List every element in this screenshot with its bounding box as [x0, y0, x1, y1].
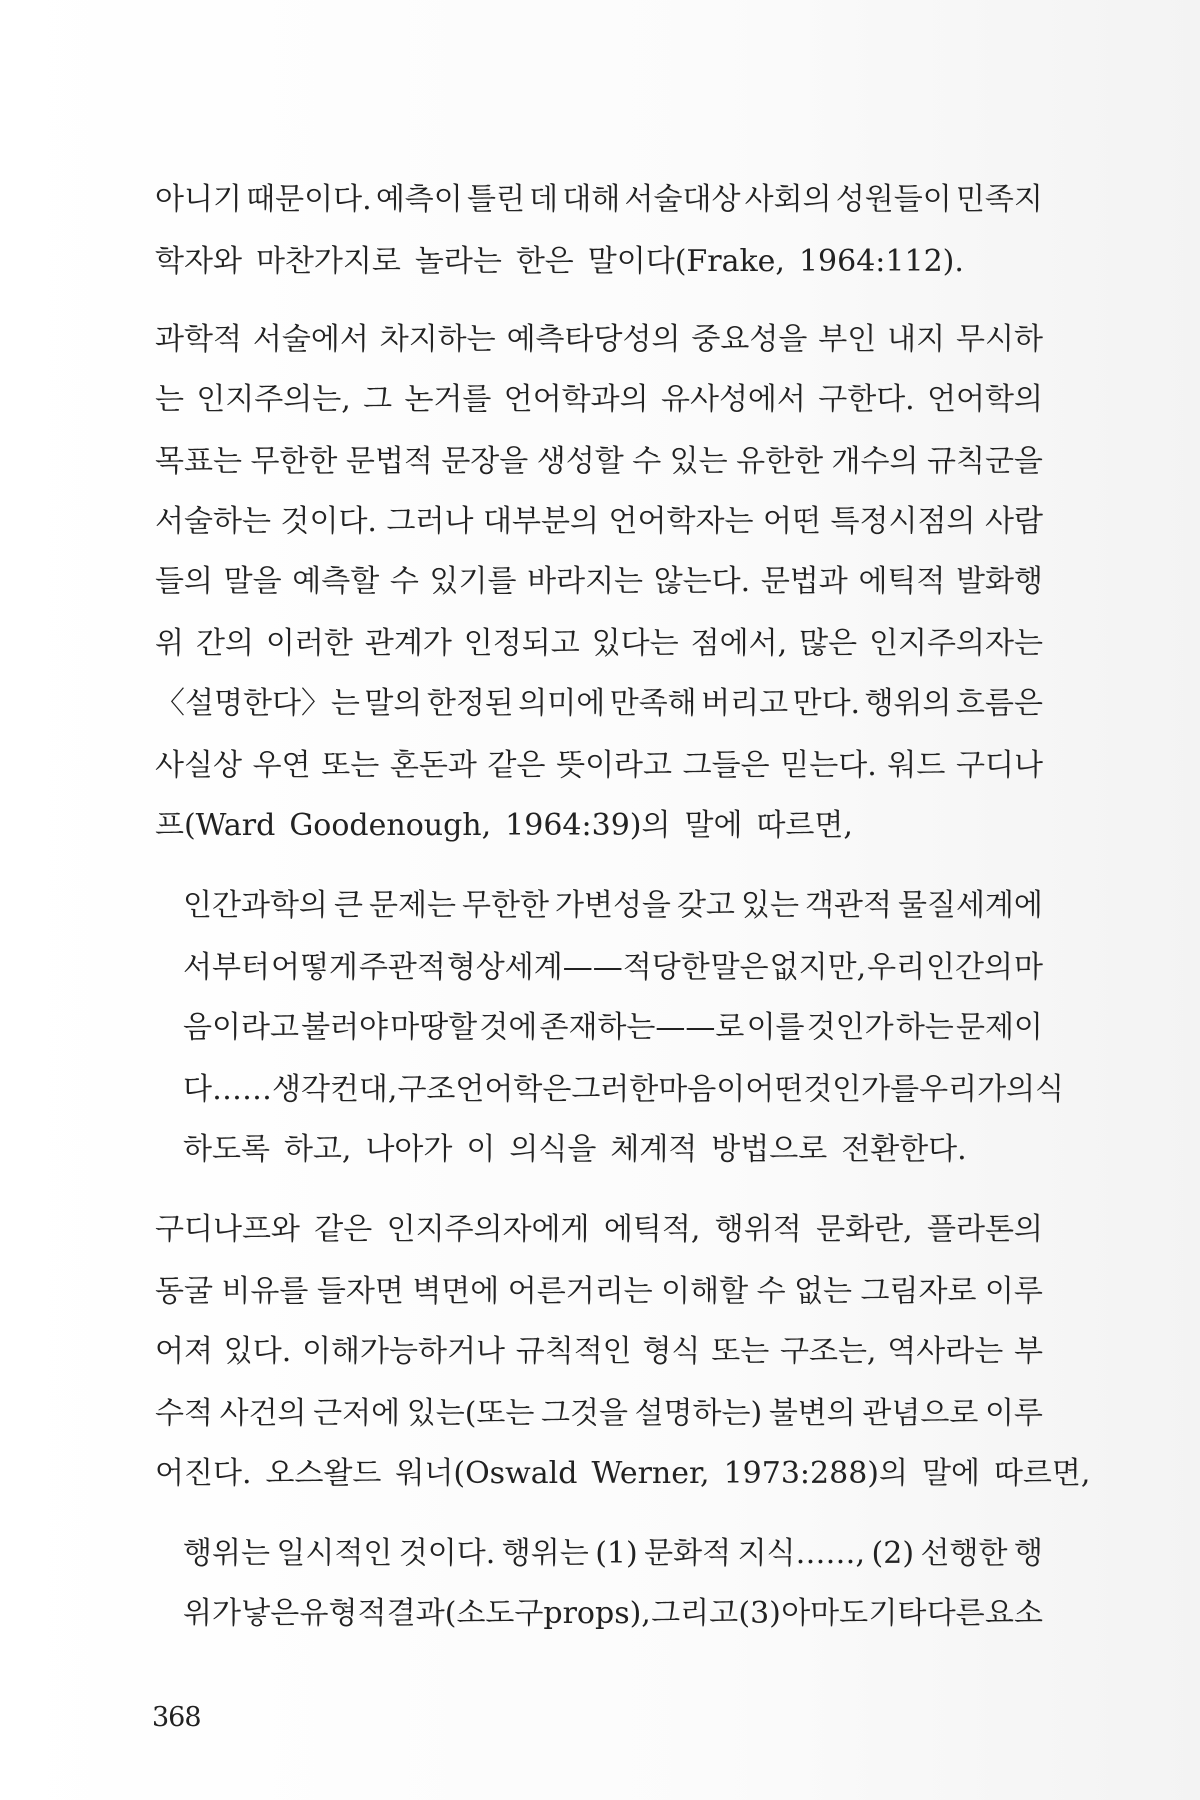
text-word: 문장을 [441, 444, 529, 479]
text-word: 같은 [487, 748, 546, 783]
text-line [155, 558, 1043, 606]
text-word: 관계가 [364, 626, 452, 661]
text-word: 규칙군을 [926, 444, 1043, 479]
text-word: 무시하 [956, 322, 1043, 357]
text-word: 수적 [155, 1396, 213, 1431]
text-word: 는 [155, 382, 184, 417]
text-word: 사람 [985, 504, 1043, 539]
text-word: 흐름은 [956, 686, 1043, 721]
text-word: 결과(소도구props), [386, 1596, 651, 1631]
text-line [155, 802, 853, 850]
text-word: 이 [466, 1132, 496, 1167]
text-word: 인지주의자는 [869, 626, 1043, 661]
text-word: 그것을 [541, 1396, 628, 1431]
text-word: 목표는 [155, 444, 242, 479]
text-word: 대부분의 [483, 504, 599, 539]
text-word: 유형적 [299, 1596, 387, 1631]
text-word: 예측할 [292, 564, 380, 599]
text-word: 논거를 [404, 382, 492, 417]
text-line [155, 376, 1043, 424]
text-word: 있는 [669, 444, 728, 479]
text-line [155, 1268, 1043, 1316]
text-word: 차지하는 [379, 322, 496, 357]
text-word: 않는다. [653, 564, 751, 599]
text-word: 형식 [642, 1334, 701, 1369]
text-word: 인지주의는, [196, 382, 351, 417]
text-word: 벽면에 [412, 1274, 500, 1309]
text-word: 주관적 [358, 950, 446, 985]
text-word: 규칙적인 [515, 1334, 632, 1369]
text-word: 만족해 [609, 686, 697, 721]
text-word: 다……생각컨대, [183, 1072, 398, 1107]
text-line [155, 1450, 1090, 1498]
text-word: 문법과 [760, 564, 848, 599]
text-line [183, 1590, 1043, 1638]
text-word: 인정되고 [463, 626, 580, 661]
text-word: 역사라는 [887, 1334, 1004, 1369]
text-word: 언어학자는 [608, 504, 754, 539]
text-word: 어떤 [745, 1072, 804, 1107]
text-word: 음이라고 [183, 1010, 299, 1045]
text-word: 언어학과의 [503, 382, 649, 417]
text-word: 것이다. [398, 1536, 496, 1571]
text-word: 비유를 [221, 1274, 309, 1309]
text-word: 믿는다. [780, 748, 877, 783]
text-word: 사회의 [744, 182, 832, 217]
text-word: 놀라는 [414, 244, 502, 279]
text-line [155, 1328, 1043, 1376]
text-word: 한정된 [426, 686, 514, 721]
text-word: 물질세계에 [897, 888, 1043, 923]
text-word: 있다. [223, 1334, 292, 1369]
text-word: 의식을 [509, 1132, 597, 1167]
text-word: (1) [595, 1536, 638, 1571]
text-word: 우리가 [919, 1072, 1007, 1107]
text-word: 객관적 [804, 888, 892, 923]
text-word: 또는 [321, 748, 380, 783]
text-word: 의미에 [518, 686, 606, 721]
text-line [183, 1066, 1065, 1114]
text-word: 그들은 [682, 748, 770, 783]
text-word: 또는 [711, 1334, 770, 1369]
text-word: 혼돈과 [389, 748, 477, 783]
text-word: 불러야 [301, 1010, 389, 1045]
text-word: 예측이 [375, 182, 463, 217]
text-word: 그림자로 [860, 1274, 977, 1309]
text-word: 어떤 [763, 504, 821, 539]
text-word: 말에 [921, 1456, 980, 1491]
text-word: 수 [632, 444, 662, 479]
text-word: 오스왈드 [265, 1456, 382, 1491]
text-line [155, 620, 1043, 668]
text-word: 수 [389, 564, 419, 599]
text-word: 중요성을 [691, 322, 808, 357]
text-word: Werner, [591, 1456, 710, 1491]
text-word: 것인가 [806, 1010, 894, 1045]
text-word: 들자면 [316, 1274, 404, 1309]
text-word: 사건의 [219, 1396, 307, 1431]
text-word: 많은 [799, 626, 858, 661]
text-word: 들의 [155, 564, 213, 599]
text-word: 내지 [887, 322, 946, 357]
text-word: 이를 [746, 1010, 805, 1045]
text-word: 대해 [562, 182, 621, 217]
text-word: 문화적 [644, 1536, 732, 1571]
text-word: 서부터 [183, 950, 270, 985]
text-word: 어른거리는 [507, 1274, 653, 1309]
text-line [155, 742, 1043, 790]
text-word: 근저에 [313, 1396, 401, 1431]
text-word: 무한한 [461, 888, 549, 923]
text-word: 때문이다. [246, 182, 372, 217]
text-word: 위 [155, 626, 184, 661]
text-word: 지식……, [737, 1536, 866, 1571]
text-word: 마땅할 [390, 1010, 478, 1045]
text-word: 어져 [155, 1334, 213, 1369]
text-word: 부인 [818, 322, 877, 357]
text-word: 워너(Oswald [395, 1456, 578, 1491]
text-word: 버리고 [701, 686, 789, 721]
text-word: 동굴 [155, 1274, 213, 1309]
text-word: 구디나 [956, 748, 1043, 783]
text-word: 인간의 [926, 950, 1013, 985]
text-word: 그러나 [386, 504, 474, 539]
text-word: 사실상 [155, 748, 242, 783]
text-word: 없는 [794, 1274, 853, 1309]
text-word: 〈설명한다〉는 [155, 686, 360, 721]
text-word: 예측타당성의 [506, 322, 681, 357]
text-word: 이해할 [661, 1274, 749, 1309]
text-word: 다른 [926, 1596, 985, 1631]
text-word: 바라지는 [527, 564, 644, 599]
text-word: 말이다(Frake, [587, 244, 785, 279]
text-line [155, 238, 964, 286]
text-word: 존재하는——로 [539, 1010, 745, 1045]
text-word: 낳은 [241, 1596, 300, 1631]
text-word: 따르면, [993, 1456, 1091, 1491]
text-line [155, 438, 1043, 486]
text-word: 구조는, [779, 1334, 877, 1369]
text-word: Goodenough, [289, 808, 492, 843]
text-word: 아마도 [781, 1596, 869, 1631]
text-word: 문법적 [345, 444, 433, 479]
text-word: 데 [529, 182, 559, 217]
text-word: 인간과학의 [183, 888, 328, 923]
text-word: 문화란, [816, 1212, 913, 1247]
text-word: 가변성을 [554, 888, 671, 923]
text-word: 그 [363, 382, 393, 417]
text-word: 마 [1013, 950, 1043, 985]
text-word: 만다. [792, 686, 861, 721]
text-word: (3) [738, 1596, 781, 1631]
text-word: 마찬가지로 [255, 244, 401, 279]
page-number: 368 [152, 1702, 201, 1733]
text-word: 일시적인 [276, 1536, 393, 1571]
text-word: 말을 [223, 564, 282, 599]
text-word: 것이다. [280, 504, 377, 539]
text-word: 문제이 [955, 1010, 1043, 1045]
text-word: 학자와 [155, 244, 242, 279]
text-word: 따르면, [756, 808, 853, 843]
text-word: 것에 [479, 1010, 538, 1045]
text-word: 큰 [333, 888, 363, 923]
text-word: 구디나프와 [155, 1212, 300, 1247]
text-word: 마음이 [658, 1072, 746, 1107]
text-word: 발화행 [956, 564, 1043, 599]
text-word: 성원들이 [835, 182, 952, 217]
text-word: 과학적 [155, 322, 242, 357]
text-word: 뜻이라고 [556, 748, 673, 783]
text-word: 말에 [684, 808, 743, 843]
text-word: 전환한다. [841, 1132, 967, 1167]
text-word: 있기를 [429, 564, 517, 599]
text-line [155, 176, 1043, 224]
text-word: 유사성에서 [660, 382, 806, 417]
text-word: 어떻게 [270, 950, 358, 985]
text-word: 특정시점의 [830, 504, 976, 539]
text-word: 서술하는 [155, 504, 271, 539]
text-word: 행위는 [501, 1536, 589, 1571]
text-word: 인지주의자에게 [386, 1212, 590, 1247]
text-line [155, 1390, 1043, 1438]
text-word: 것인가를 [803, 1072, 920, 1107]
text-word: 우연 [252, 748, 311, 783]
text-word: 갖고 [676, 888, 735, 923]
text-word: 문제는 [368, 888, 456, 923]
text-word: 형상세계——적당한 [446, 950, 710, 985]
text-line [183, 882, 1043, 930]
text-word: 언어학의 [927, 382, 1043, 417]
text-word: 하고, [283, 1132, 352, 1167]
text-word: 에틱적, [603, 1212, 701, 1247]
text-word: 1964:112). [798, 244, 964, 279]
text-word: 이루 [984, 1274, 1043, 1309]
text-word: 방법으로 [711, 1132, 828, 1167]
text-word: 1973:288)의 [723, 1456, 908, 1491]
text-line [155, 316, 1043, 364]
text-word: 말의 [364, 686, 423, 721]
text-word: 위가 [183, 1596, 241, 1631]
text-word: 행위의 [864, 686, 952, 721]
text-line [155, 1206, 1043, 1254]
text-word: 구조언어학은 [397, 1072, 572, 1107]
text-word: 그러한 [571, 1072, 659, 1107]
text-word: 우리 [867, 950, 926, 985]
text-word: 행위적 [714, 1212, 802, 1247]
text-word: 에틱적 [858, 564, 946, 599]
text-word: 플라톤의 [927, 1212, 1043, 1247]
text-word: 있는(또는 [406, 1396, 535, 1431]
text-word: 있는 [740, 888, 799, 923]
text-line [183, 1530, 1043, 1578]
text-word: 체계적 [610, 1132, 698, 1167]
text-line [155, 680, 1043, 728]
text-line [183, 1004, 1043, 1052]
text-word: 서술에서 [252, 322, 369, 357]
text-word: 생성할 [536, 444, 624, 479]
text-line [183, 944, 1043, 992]
text-word: 아니기 [155, 182, 242, 217]
text-word: 점에서, [690, 626, 788, 661]
text-line [155, 498, 1043, 546]
text-word: 없지만, [769, 950, 867, 985]
text-word: 있다는 [591, 626, 679, 661]
text-word: 이해가능하거나 [302, 1334, 505, 1369]
text-word: 개수의 [831, 444, 919, 479]
text-word: 행위는 [183, 1536, 270, 1571]
text-word: 이루 [984, 1396, 1043, 1431]
text-word: 요소 [984, 1596, 1043, 1631]
text-word: 프(Ward [155, 808, 276, 843]
text-word: 말은 [710, 950, 769, 985]
text-word: 한은 [515, 244, 574, 279]
text-word: (2) [871, 1536, 915, 1571]
text-word: 1964:39)의 [505, 808, 671, 843]
text-word: 나아가 [365, 1132, 453, 1167]
text-word: 워드 [887, 748, 946, 783]
text-word: 하도록 [183, 1132, 270, 1167]
text-word: 그리고 [651, 1596, 739, 1631]
text-word: 의식 [1006, 1072, 1065, 1107]
text-word: 어진다. [155, 1456, 252, 1491]
text-word: 기타 [868, 1596, 927, 1631]
text-word: 관념으로 [862, 1396, 979, 1431]
text-word: 같은 [314, 1212, 373, 1247]
text-word: 부 [1013, 1334, 1043, 1369]
text-word: 하는 [895, 1010, 954, 1045]
text-word: 이러한 [265, 626, 353, 661]
text-word: 행 [1013, 1536, 1043, 1571]
text-word: 간의 [195, 626, 254, 661]
text-word: 무한한 [250, 444, 338, 479]
text-line [183, 1126, 967, 1174]
text-word: 설명하는) [634, 1396, 763, 1431]
text-word: 구한다. [818, 382, 915, 417]
text-word: 틀린 [466, 182, 525, 217]
text-word: 유한한 [736, 444, 824, 479]
text-word: 서술대상 [624, 182, 741, 217]
text-word: 선행한 [920, 1536, 1008, 1571]
text-word: 수 [756, 1274, 786, 1309]
text-word: 불변의 [768, 1396, 856, 1431]
text-word: 민족지 [955, 182, 1043, 217]
